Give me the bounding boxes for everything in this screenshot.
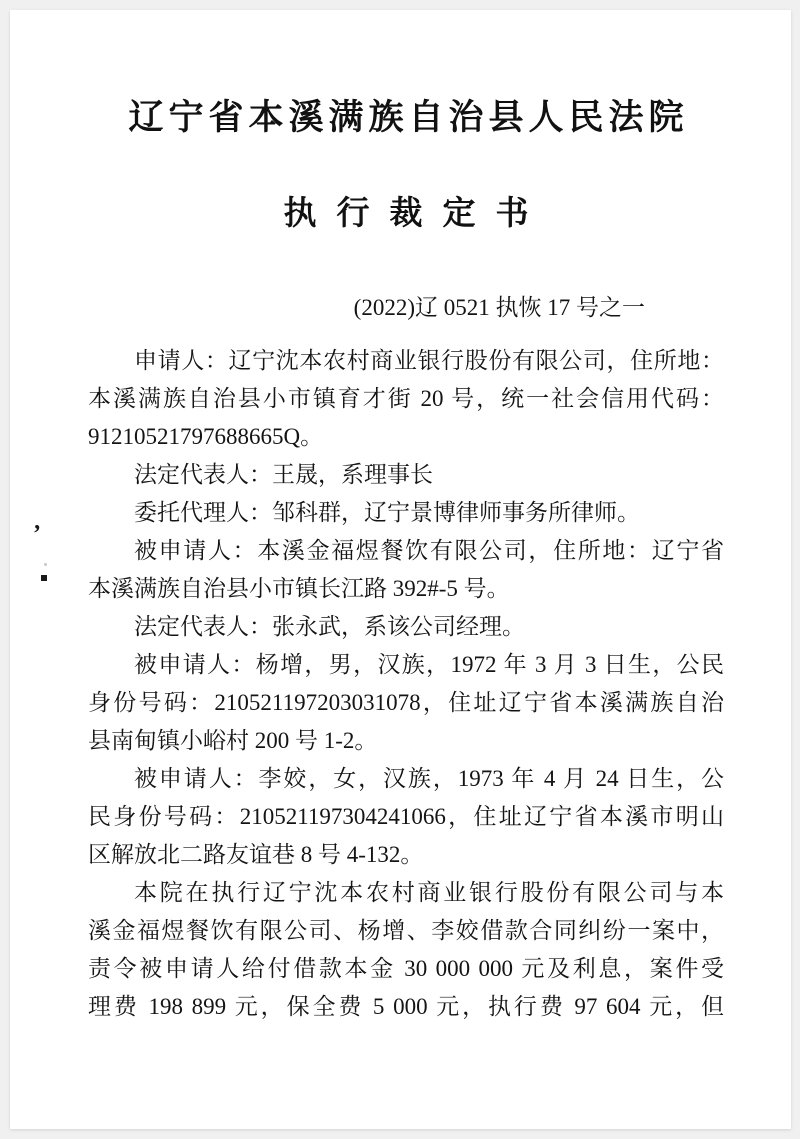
body-line: 被申请人：李姣，女，汉族，1973 年 4 月 24 日生，公	[134, 766, 724, 791]
body-line: 本院在执行辽宁沈本农村商业银行股份有限公司与本	[134, 880, 724, 905]
left-margin-square-mark	[41, 575, 47, 581]
body-line: 被申请人：杨增，男，汉族，1972 年 3 月 3 日生，公民	[134, 652, 724, 677]
body-line: 身份号码：210521197203031078，住址辽宁省本溪满族自治	[88, 690, 724, 715]
document-title: 执行裁定书	[283, 196, 549, 232]
document-body	[88, 342, 724, 1026]
body-line: 责令被申请人给付借款本金 30 000 000 元及利息，案件受	[88, 956, 724, 981]
body-line: 理费 198 899 元，保全费 5 000 元，执行费 97 604 元，但	[88, 994, 724, 1019]
body-line: 县南甸镇小峪村 200 号 1-2。	[88, 728, 378, 753]
body-line: 法定代表人：王晟，系理事长	[134, 462, 433, 487]
body-line: 溪金福煜餐饮有限公司、杨增、李姣借款合同纠纷一案中，	[88, 918, 724, 943]
left-margin-dot-mark	[44, 563, 47, 566]
left-margin-comma-mark: ’	[33, 521, 41, 547]
body-line: 法定代表人：张永武，系该公司经理。	[134, 614, 525, 639]
document-content	[10, 96, 791, 1026]
body-line: 本溪满族自治县小市镇长江路 392#-5 号。	[88, 576, 510, 601]
body-line: 被申请人：本溪金福煜餐饮有限公司，住所地：辽宁省	[134, 538, 724, 563]
court-name: 辽宁省本溪满族自治县人民法院	[128, 98, 689, 137]
body-line: 委托代理人：邹科群，辽宁景博律师事务所律师。	[134, 500, 640, 525]
body-line: 本溪满族自治县小市镇育才街 20 号，统一社会信用代码：	[88, 386, 724, 411]
case-number: (2022)辽 0521 执恢 17 号之一	[353, 295, 645, 320]
body-line: 区解放北二路友谊巷 8 号 4-132。	[88, 842, 424, 867]
document-page	[10, 10, 791, 1129]
body-line: 91210521797688665Q。	[88, 424, 324, 449]
body-line: 申请人：辽宁沈本农村商业银行股份有限公司，住所地：	[134, 348, 724, 373]
body-line: 民身份号码：210521197304241066，住址辽宁省本溪市明山	[88, 804, 724, 829]
